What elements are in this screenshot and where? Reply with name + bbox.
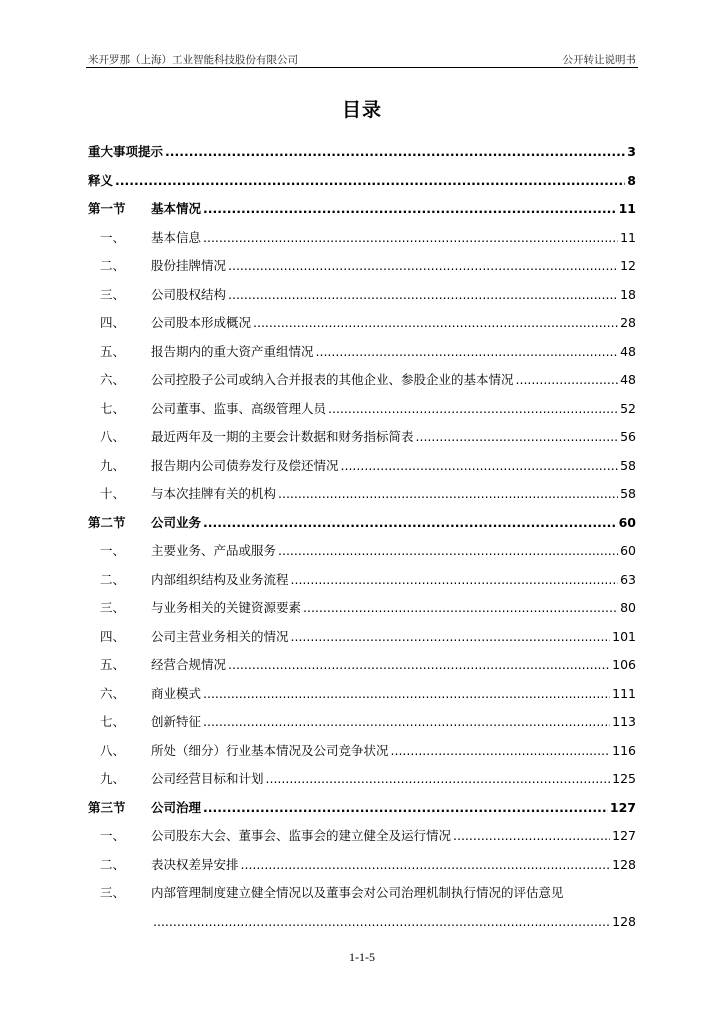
toc-page: 48: [620, 372, 636, 387]
toc-label: 主要业务、产品或服务: [151, 543, 277, 558]
toc-num: 九、: [100, 457, 126, 473]
toc-num: 一、: [100, 229, 126, 245]
toc-leader: [203, 680, 610, 709]
toc-page: 128: [612, 856, 636, 872]
toc-leader: [266, 765, 611, 794]
toc-num: 十、: [100, 486, 126, 501]
toc-page: 113: [612, 714, 636, 729]
toc-leader: [341, 452, 619, 481]
toc-entry[interactable]: [88, 765, 636, 794]
toc-label: 经营合规情况: [151, 657, 227, 672]
page-header: [88, 51, 636, 67]
toc-label: 所处（细分）行业基本情况及公司竞争状况: [151, 742, 389, 758]
toc-num: 第二节: [88, 514, 126, 530]
toc-num: 二、: [100, 571, 126, 587]
toc-entry[interactable]: [88, 480, 636, 509]
toc-leader: [416, 423, 619, 452]
toc-section-3[interactable]: [88, 794, 636, 823]
toc-page: 28: [620, 315, 636, 330]
toc-label: 股份挂牌情况: [151, 258, 227, 273]
toc-entry[interactable]: [88, 252, 636, 281]
toc-entry[interactable]: [88, 737, 636, 766]
toc-label: 最近两年及一期的主要会计数据和财务指标简表: [151, 429, 414, 444]
toc-num: 二、: [100, 258, 126, 273]
toc-entry[interactable]: [88, 879, 636, 908]
toc-label: 公司控股子公司或纳入合并报表的其他企业、参股企业的基本情况: [151, 372, 514, 387]
toc-leader: [203, 195, 617, 224]
toc-entry[interactable]: [88, 594, 636, 623]
toc-entry[interactable]: [88, 338, 636, 367]
toc-leader: [228, 252, 618, 281]
toc-leader: [278, 537, 618, 566]
toc-label: 与本次挂牌有关的机构: [151, 486, 277, 501]
toc-label: 内部管理制度建立健全情况以及董事会对公司治理机制执行情况的评估意见: [151, 885, 564, 900]
toc-leader: [241, 851, 611, 880]
toc-num: 一、: [100, 828, 126, 843]
toc-leader: [516, 366, 619, 395]
toc-leader: [328, 395, 618, 424]
toc-section-2[interactable]: [88, 509, 636, 538]
toc-num: 七、: [100, 400, 126, 416]
toc-num: 五、: [100, 343, 126, 359]
toc-entry[interactable]: [88, 822, 636, 851]
toc-page: 52: [620, 400, 636, 416]
toc-leader: [115, 167, 625, 196]
toc-label: 商业模式: [151, 685, 202, 701]
toc-entry[interactable]: [88, 851, 636, 880]
toc-label: 报告期内公司债券发行及偿还情况: [151, 457, 339, 473]
toc-num: 四、: [100, 315, 126, 330]
toc-label: 公司董事、监事、高级管理人员: [151, 400, 327, 416]
toc-label: 表决权差异安排: [151, 856, 239, 872]
toc-page: 128: [612, 913, 636, 929]
toc-label: 创新特征: [151, 714, 202, 729]
toc-num: 七、: [100, 714, 126, 729]
toc-leader: [228, 281, 618, 310]
toc-page: 80: [620, 600, 636, 615]
toc-page: 3: [627, 144, 636, 159]
toc-label: 内部组织结构及业务流程: [151, 571, 289, 587]
toc-num: 第三节: [88, 799, 126, 815]
toc-label: 公司治理: [151, 799, 202, 815]
toc-label: 公司业务: [151, 514, 202, 530]
toc-page: 58: [620, 457, 636, 473]
toc-section-1[interactable]: [88, 195, 636, 224]
page-title: 目录: [341, 99, 382, 121]
toc-page: 106: [612, 657, 636, 672]
toc-entry-definitions[interactable]: [88, 167, 636, 196]
toc-leader: [303, 594, 618, 623]
page-number: 1-1-5: [349, 950, 375, 964]
table-of-contents: [88, 138, 636, 936]
toc-label: 与业务相关的关键资源要素: [151, 600, 302, 615]
toc-entry[interactable]: [88, 281, 636, 310]
toc-leader: [203, 509, 617, 538]
toc-page: 12: [620, 258, 636, 273]
toc-page: 60: [618, 514, 636, 530]
toc-label: 基本情况: [151, 201, 202, 216]
toc-label: 公司经营目标和计划: [151, 771, 264, 786]
toc-label: 报告期内的重大资产重组情况: [151, 343, 314, 359]
toc-label: 释义: [88, 172, 114, 188]
toc-entry[interactable]: [88, 366, 636, 395]
toc-leader: [391, 737, 611, 766]
toc-leader: [203, 708, 610, 737]
toc-label: 公司股权结构: [151, 286, 227, 302]
toc-num: 一、: [100, 543, 126, 558]
toc-page: 56: [620, 429, 636, 444]
toc-label: 公司股本形成概况: [151, 315, 252, 330]
toc-page: 8: [627, 172, 636, 188]
toc-leader: [165, 138, 625, 167]
toc-entry[interactable]: [88, 224, 636, 253]
toc-label: 重大事项提示: [88, 144, 164, 159]
toc-num: 第一节: [88, 201, 126, 216]
toc-page: 11: [618, 201, 636, 216]
toc-leader: [291, 623, 611, 652]
toc-num: 三、: [100, 600, 126, 615]
toc-num: 二、: [100, 856, 126, 872]
toc-entry[interactable]: [88, 708, 636, 737]
toc-entry[interactable]: [88, 452, 636, 481]
toc-num: 六、: [100, 685, 126, 701]
toc-entry[interactable]: [88, 623, 636, 652]
toc-entry[interactable]: [88, 309, 636, 338]
toc-entry[interactable]: [88, 537, 636, 566]
toc-label: 基本信息: [151, 229, 202, 245]
toc-leader: [316, 338, 619, 367]
toc-leader: [203, 794, 608, 823]
toc-page: 63: [620, 571, 636, 587]
toc-entry[interactable]: [88, 395, 636, 424]
toc-entry[interactable]: [88, 680, 636, 709]
toc-leader: [203, 224, 618, 253]
toc-entry[interactable]: [88, 423, 636, 452]
toc-num: 三、: [100, 286, 126, 302]
toc-page: 101: [612, 628, 636, 644]
toc-page: 116: [612, 742, 636, 758]
toc-entry-important-notice[interactable]: [88, 138, 636, 167]
toc-entry[interactable]: [88, 651, 636, 680]
toc-page: 127: [609, 799, 636, 815]
header-rule: [86, 67, 638, 68]
toc-leader: [278, 480, 618, 509]
toc-entry[interactable]: [88, 566, 636, 595]
toc-page: 60: [620, 543, 636, 558]
toc-leader: [228, 651, 610, 680]
toc-entry-continuation[interactable]: [88, 908, 636, 937]
toc-num: 八、: [100, 429, 126, 444]
toc-page: 58: [620, 486, 636, 501]
toc-num: 九、: [100, 771, 126, 786]
toc-page: 111: [612, 685, 636, 701]
toc-page: 48: [620, 343, 636, 359]
toc-leader: [453, 822, 610, 851]
toc-num: 四、: [100, 628, 126, 644]
toc-page: 127: [612, 828, 636, 843]
toc-page: 125: [612, 771, 636, 786]
toc-num: 三、: [100, 885, 126, 900]
toc-label: 公司主营业务相关的情况: [151, 628, 289, 644]
toc-page: 18: [620, 286, 636, 302]
toc-num: 八、: [100, 742, 126, 758]
header-doc-type: 公开转让说明书: [562, 54, 636, 66]
toc-page: 11: [620, 229, 636, 245]
header-company: 米开罗那（上海）工业智能科技股份有限公司: [88, 54, 298, 66]
toc-leader: [291, 566, 619, 595]
toc-leader: [153, 908, 610, 937]
toc-leader: [253, 309, 618, 338]
toc-label: 公司股东大会、董事会、监事会的建立健全及运行情况: [151, 828, 452, 843]
toc-num: 五、: [100, 657, 126, 672]
toc-num: 六、: [100, 372, 126, 387]
